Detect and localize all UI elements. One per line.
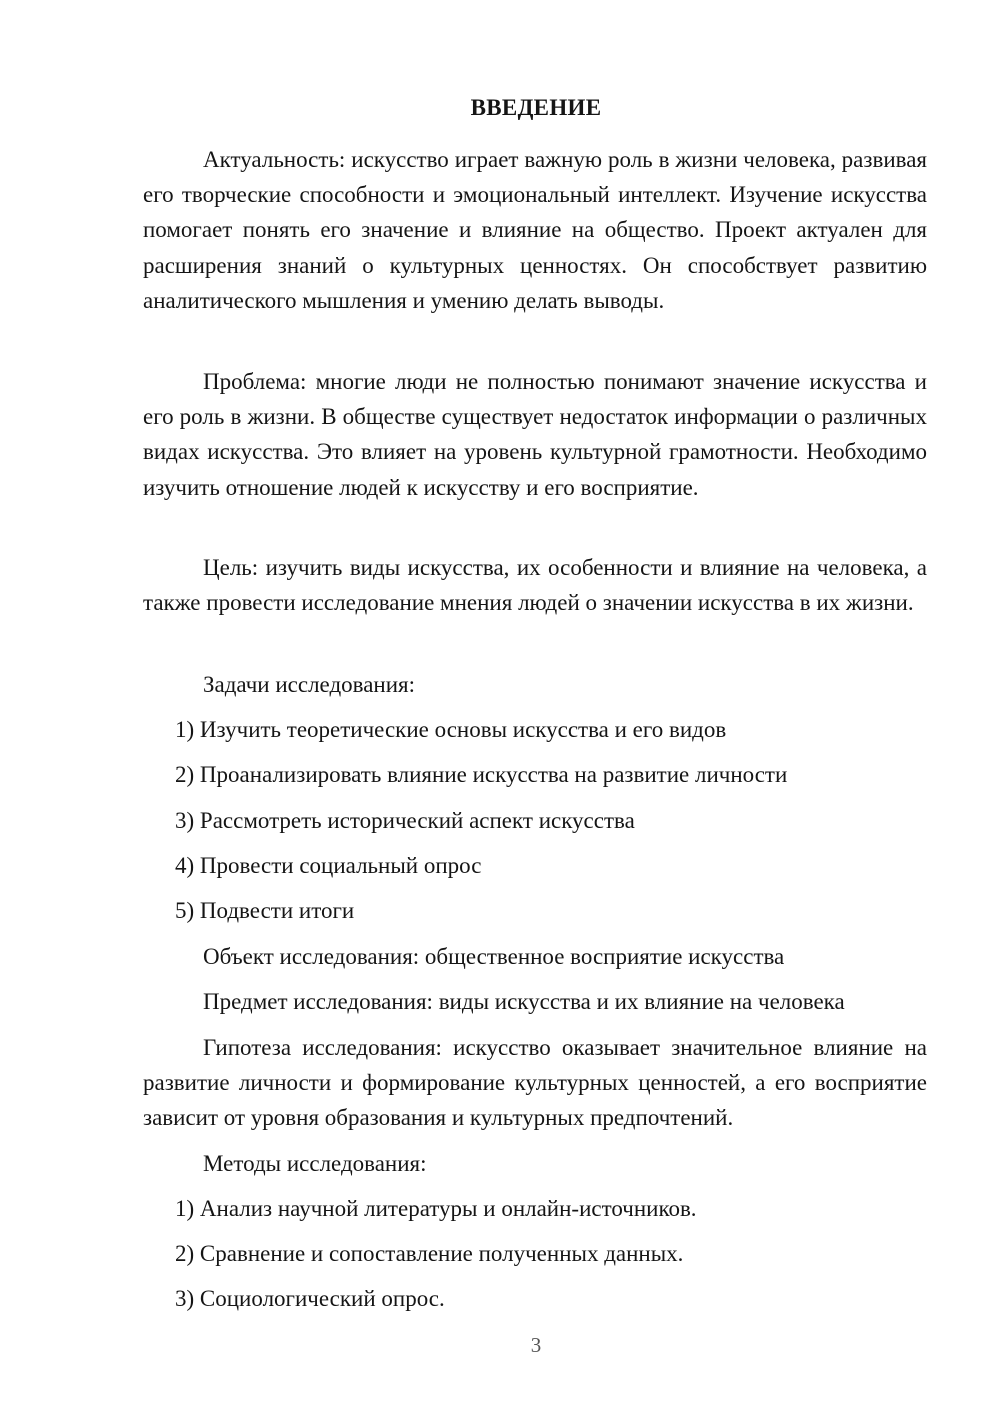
task-item: 3) Рассмотреть исторический аспект искусства: [175, 808, 635, 833]
research-subject: Предмет исследования: виды искусства и их влияние на человека: [203, 989, 845, 1014]
page-number: 3: [530, 1333, 542, 1357]
relevance-paragraph: Актуальность: искусство играет важную роль в жизни человека, развивая его творческие способности и эмоциональный интеллект. Изучение искусства помогает понять его значение и влияние на общество. Проект актуален для расширения знаний о культурных ценностях. Он способствует развитию аналитического мышления и умению делать выводы.: [143, 147, 927, 313]
goal-paragraph: Цель: изучить виды искусства, их особенности и влияние на человека, а также провести исследование мнения людей о значении искусства в их жизни.: [143, 555, 927, 616]
methods-heading: Методы исследования:: [203, 1151, 427, 1176]
method-item: 2) Сравнение и сопоставление полученных данных.: [175, 1241, 684, 1266]
research-object: Объект исследования: общественное восприятие искусства: [203, 944, 785, 969]
method-item: 3) Социологический опрос.: [175, 1286, 445, 1311]
page-title: ВВЕДЕНИЕ: [470, 95, 602, 120]
task-item: 1) Изучить теоретические основы искусства и его видов: [175, 717, 727, 742]
method-item: 1) Анализ научной литературы и онлайн-источников.: [175, 1196, 697, 1221]
task-item: 5) Подвести итоги: [175, 898, 355, 923]
task-item: 4) Провести социальный опрос: [175, 853, 482, 878]
task-item: 2) Проанализировать влияние искусства на развитие личности: [175, 762, 788, 787]
tasks-heading: Задачи исследования:: [203, 672, 416, 697]
problem-paragraph: Проблема: многие люди не полностью понимают значение искусства и его роль в жизни. В обществе существует недостаток информации о различных видах искусства. Это влияет на уровень культурной грамотности. Необходимо изучить отношение людей к искусству и его восприятие.: [143, 369, 927, 500]
hypothesis-paragraph: Гипотеза исследования: искусство оказывает значительное влияние на развитие личности и формирование культурных ценностей, а его восприятие зависит от уровня образования и культурных предпочтений.: [143, 1035, 927, 1131]
